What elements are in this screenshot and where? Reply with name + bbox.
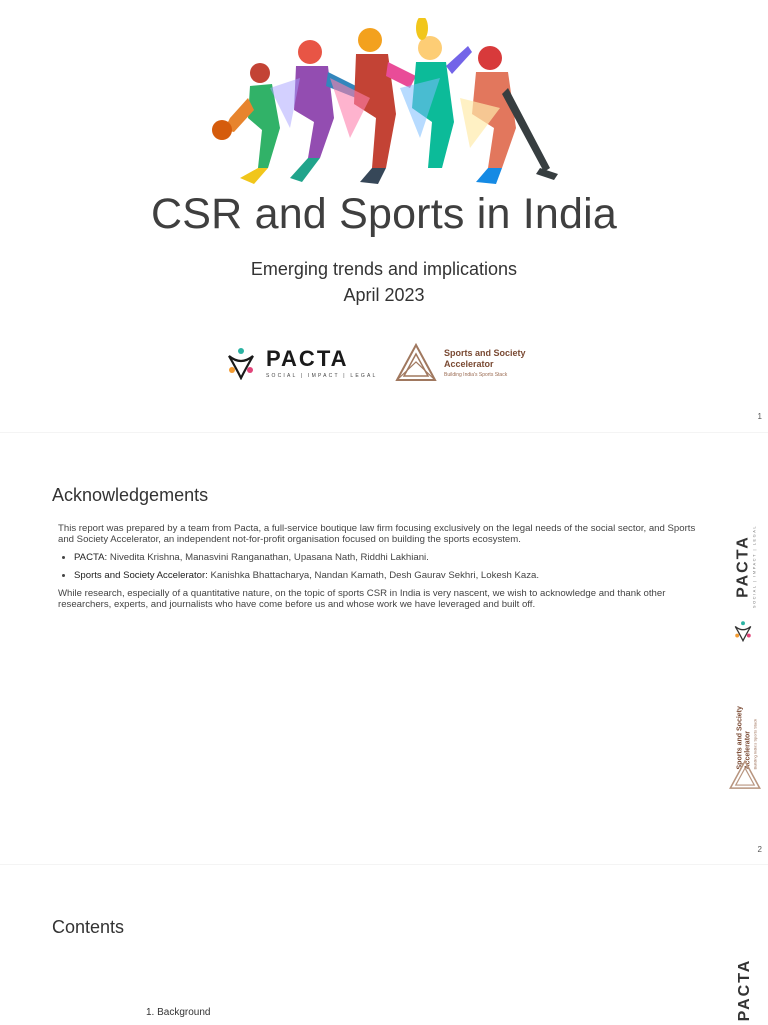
ssa-name-line2: Accelerator [444,359,494,369]
side-ssa-triangle-icon [728,758,762,792]
title-slide [0,0,768,432]
page-number: 2 [757,845,762,854]
toc-item-background[interactable]: 1. Background [146,1007,211,1018]
side-ssa-tagline: Building India's Sports Stack [752,718,758,770]
report-title: CSR and Sports in India [151,190,617,238]
pacta-logo [224,343,377,383]
side-ssa-line1: Sports and Society [736,706,744,770]
acknowledgements-body [58,523,698,617]
sports-athletes-illustration [210,18,560,188]
credit-names: Nivedita Krishna, Manasvini Ranganathan, Upasana Nath, Riddhi Lakhiani. [109,552,429,563]
subtitle-text: Emerging trends and implications [250,259,518,279]
credit-names: Kanishka Bhattacharya, Nandan Kamath, Desh Gaurav Sekhri, Lokesh Kaza. [210,570,540,581]
report-subtitle [0,256,768,308]
list-item [74,552,698,563]
credit-org: PACTA: [74,552,108,563]
intro-paragraph: This report was prepared by a team from Pacta, a full-service boutique law firm focusing exclusively on the legal needs of the social sector, and Sports and Society Accelerator, an independent not-for-profit organisation focused on building the sports ecosystem. [58,523,696,545]
side-pacta-logo [728,958,758,1025]
list-item [74,570,698,581]
ssa-logo [394,340,526,386]
pacta-tagline: SOCIAL | IMPACT | LEGAL [266,372,378,379]
side-ssa-logo [724,688,764,798]
side-pacta-logo [724,520,764,650]
side-pacta-wordmark: PACTA [734,535,752,598]
slide-heading: Acknowledgements [52,485,209,505]
pacta-mark-icon [224,346,258,380]
side-ssa-line2: Accelerator [744,730,752,770]
contents-slide [0,864,768,1025]
report-date: April 2023 [343,285,425,305]
ssa-triangle-icon [394,342,438,384]
credit-org: Sports and Society Accelerator: [74,570,208,581]
ssa-name-line1: Sports and Society [444,348,526,358]
acknowledgements-slide [0,432,768,865]
side-pacta-tagline: SOCIAL | IMPACT | LEGAL [751,524,757,609]
side-pacta-mark-icon [732,620,754,642]
slide-heading: Contents [52,917,125,937]
credits-list [58,552,698,581]
ssa-tagline: Building India's Sports Stack [444,372,508,378]
closing-paragraph: While research, especially of a quantitative nature, on the topic of sports CSR in India is very nascent, we wish to acknowledge and thank other researchers, experts, and journalists who have come before us and whose work we have leveraged and built off. [58,588,666,610]
pacta-wordmark: PACTA [266,345,349,371]
side-pacta-wordmark: PACTA [736,958,753,1022]
page-number: 1 [757,412,762,421]
